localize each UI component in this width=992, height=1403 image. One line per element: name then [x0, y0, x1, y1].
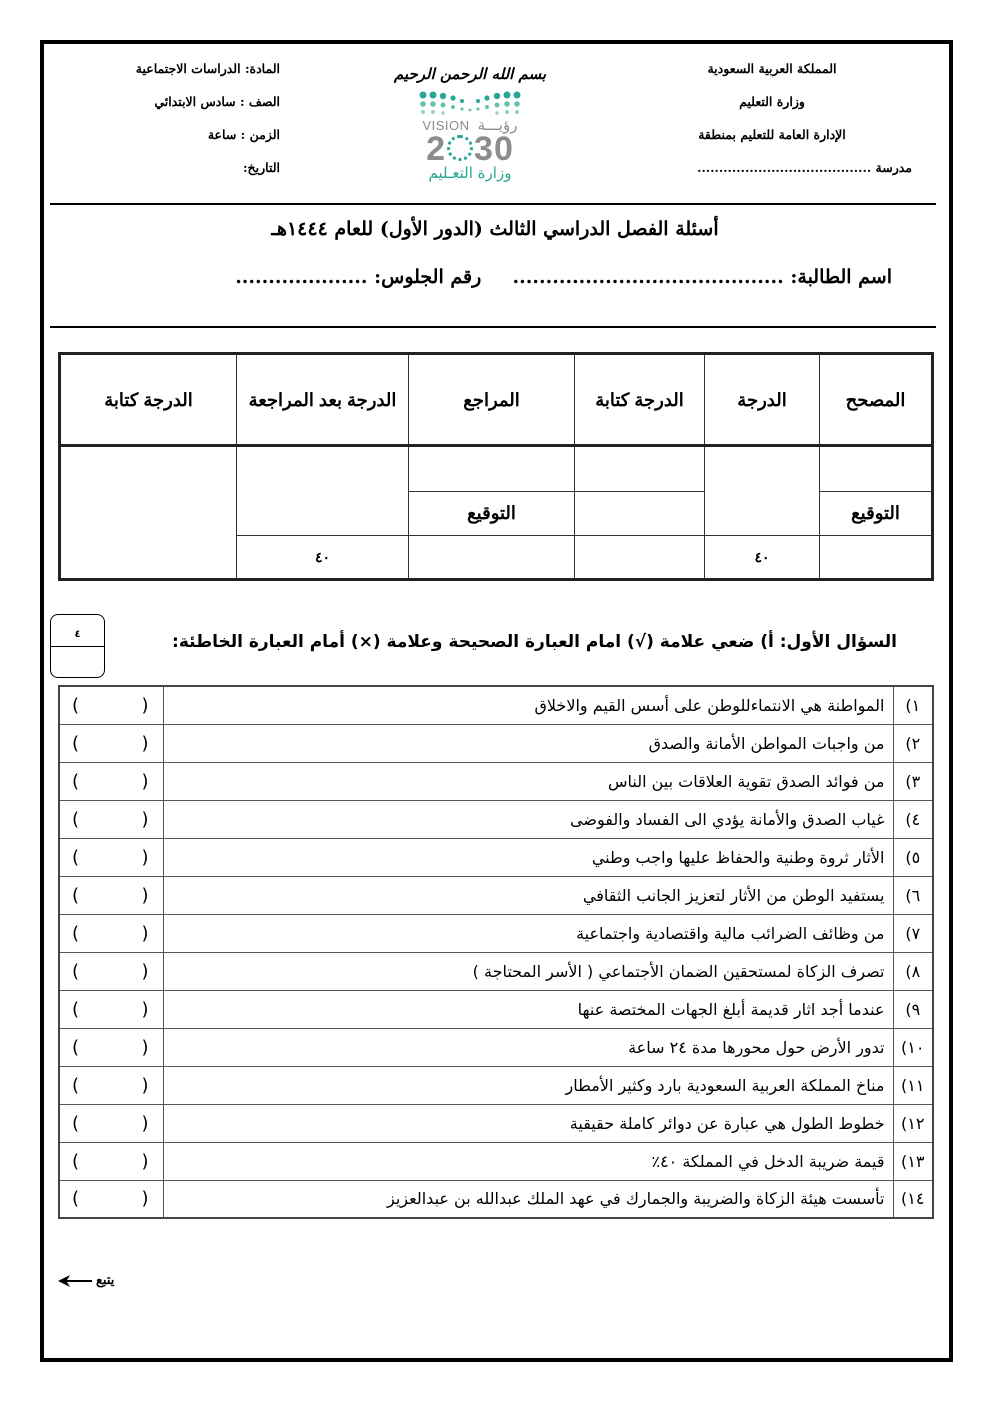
- seat-number-label: رقم الجلوس:: [374, 266, 482, 288]
- answer-open-paren: (: [72, 1150, 80, 1172]
- answer-close-paren: ): [141, 1112, 149, 1134]
- reviewer-signature-label: التوقيع: [409, 492, 575, 536]
- divider-bottom: [50, 326, 936, 328]
- item-statement: المواطنة هي الانتماءللوطن على أسس القيم والاخلاق: [163, 686, 893, 724]
- item-statement: من فوائد الصدق تقوية العلاقات بين الناس: [163, 762, 893, 800]
- item-number: ٨): [893, 952, 933, 990]
- date-field: التاريخ:: [242, 160, 280, 175]
- answer-field[interactable]: [59, 990, 163, 1028]
- answer-open-paren: (: [72, 1036, 80, 1058]
- answer-field[interactable]: [59, 686, 163, 724]
- time-field: الزمن : ساعة: [207, 127, 280, 142]
- grade-cell[interactable]: [705, 446, 820, 536]
- item-statement: من وظائف الضرائب مالية واقتصادية واجتماعية: [163, 914, 893, 952]
- item-number: ١١): [893, 1066, 933, 1104]
- table-row: [59, 1180, 933, 1218]
- item-number: ٧): [893, 914, 933, 952]
- true-false-table: [58, 685, 934, 1219]
- table-row: [59, 1028, 933, 1066]
- item-number: ١٢): [893, 1104, 933, 1142]
- student-name-field[interactable]: .........................................: [512, 266, 784, 288]
- table-row: [59, 952, 933, 990]
- exam-title: أسئلة الفصل الدراسي الثالث (الدور الأول) للعام ١٤٤٤هـ: [271, 218, 719, 240]
- answer-field[interactable]: [59, 1028, 163, 1066]
- table-row: [59, 724, 933, 762]
- basmala: بسم الله الرحمن الرحيم: [393, 65, 547, 83]
- item-number: ٣): [893, 762, 933, 800]
- item-statement: غياب الصدق والأمانة يؤدي الى الفساد والفوضى: [163, 800, 893, 838]
- answer-close-paren: ): [141, 1150, 149, 1172]
- answer-close-paren: ): [141, 922, 149, 944]
- header-reviewer: المراجع: [409, 354, 575, 446]
- answer-field[interactable]: [59, 800, 163, 838]
- table-row: [59, 762, 933, 800]
- question-score: ٤: [74, 629, 81, 640]
- header-grade-written-2: الدرجة كتابة: [60, 354, 237, 446]
- ministry-name: وزارة التعليم: [739, 94, 805, 109]
- table-row: [59, 1066, 933, 1104]
- header-grade: الدرجة: [705, 354, 820, 446]
- corrector-signature-label: التوقيع: [820, 492, 933, 536]
- answer-close-paren: ): [141, 1188, 149, 1210]
- answer-field[interactable]: [59, 838, 163, 876]
- answer-open-paren: (: [72, 770, 80, 792]
- answer-open-paren: (: [72, 998, 80, 1020]
- table-row: [59, 914, 933, 952]
- answer-field[interactable]: [59, 1066, 163, 1104]
- table-row: [59, 686, 933, 724]
- answer-field[interactable]: [59, 1180, 163, 1218]
- item-number: ٢): [893, 724, 933, 762]
- answer-close-paren: ): [141, 694, 149, 716]
- item-number: ١): [893, 686, 933, 724]
- grade-written-cell-3[interactable]: [575, 536, 705, 580]
- item-number: ٩): [893, 990, 933, 1028]
- corrector-name-cell[interactable]: [820, 446, 933, 492]
- header-grade-after-review: الدرجة بعد المراجعة: [237, 354, 409, 446]
- item-number: ١٣): [893, 1142, 933, 1180]
- item-statement: مناخ المملكة العربية السعودية بارد وكثير الأمطار: [163, 1066, 893, 1104]
- item-statement: الأثار ثروة وطنية والحفاظ عليها واجب وطني: [163, 838, 893, 876]
- answer-close-paren: ): [141, 1036, 149, 1058]
- answer-field[interactable]: [59, 1104, 163, 1142]
- table-row: [59, 1104, 933, 1142]
- reviewer-signature-cell[interactable]: [409, 536, 575, 580]
- school-label: مدرسة: [875, 160, 912, 175]
- item-number: ٥): [893, 838, 933, 876]
- item-statement: قيمة ضريبة الدخل في المملكة ٤٠٪: [163, 1142, 893, 1180]
- answer-close-paren: ): [141, 1074, 149, 1096]
- student-info-line: [235, 266, 892, 288]
- item-statement: عندما أجد اثار قديمة أبلغ الجهات المختصة عنها: [163, 990, 893, 1028]
- header-exam-info-block: [100, 52, 280, 184]
- answer-close-paren: ): [141, 884, 149, 906]
- answer-field[interactable]: [59, 952, 163, 990]
- answer-open-paren: (: [72, 884, 80, 906]
- item-statement: يستفيد الوطن من الأثار لتعزيز الجانب الثقافي: [163, 876, 893, 914]
- continue-label: يتبع: [96, 1273, 115, 1288]
- grade-written-2-cell[interactable]: [60, 446, 237, 580]
- answer-open-paren: (: [72, 1112, 80, 1134]
- item-statement: تأسست هيئة الزكاة والضريبة والجمارك في عهد الملك عبدالله بن عبدالعزيز: [163, 1180, 893, 1218]
- item-number: ١٠): [893, 1028, 933, 1066]
- answer-close-paren: ): [141, 770, 149, 792]
- header-grade-written: الدرجة كتابة: [575, 354, 705, 446]
- continue-indicator: [58, 1273, 114, 1288]
- seat-number-field[interactable]: ....................: [235, 266, 368, 288]
- table-row: [59, 990, 933, 1028]
- answer-close-paren: ): [141, 998, 149, 1020]
- vision-2030-logo: [385, 62, 555, 188]
- arrow-left-icon: [58, 1275, 92, 1287]
- table-row: [59, 876, 933, 914]
- grade-written-cell[interactable]: [575, 446, 705, 492]
- ministry-logo-text: وزارة التعـليم: [428, 164, 512, 183]
- table-row: [59, 1142, 933, 1180]
- item-statement: خطوط الطول هي عبارة عن دوائر كاملة حقيقية: [163, 1104, 893, 1142]
- question-score-box: [50, 614, 105, 678]
- table-row: [59, 800, 933, 838]
- saudi-emblem-icon: [447, 135, 473, 161]
- answer-field[interactable]: [59, 762, 163, 800]
- item-statement: تصرف الزكاة لمستحقين الضمان الأجتماعي ( الأسر المحتاجة ): [163, 952, 893, 990]
- answer-open-paren: (: [72, 1188, 80, 1210]
- total-after-review: ٤٠: [237, 536, 409, 580]
- logo-dots-icon: [415, 90, 525, 116]
- answer-open-paren: (: [72, 922, 80, 944]
- answer-open-paren: (: [72, 732, 80, 754]
- item-number: ٤): [893, 800, 933, 838]
- vision-ar: رؤيـــة: [477, 117, 518, 134]
- country-name: المملكة العربية السعودية: [707, 61, 837, 76]
- answer-field[interactable]: [59, 914, 163, 952]
- total-grade: ٤٠: [705, 536, 820, 580]
- answer-field[interactable]: [59, 724, 163, 762]
- answer-open-paren: (: [72, 960, 80, 982]
- grade-written-cell-2[interactable]: [575, 492, 705, 536]
- grading-table: [58, 352, 934, 581]
- grade-field: الصف : سادس الابتدائي: [154, 94, 280, 109]
- item-number: ١٤): [893, 1180, 933, 1218]
- answer-open-paren: (: [72, 846, 80, 868]
- school-field: [632, 151, 912, 184]
- vision-year: 2 30: [426, 130, 514, 168]
- question-1-title: السؤال الأول: أ) ضعي علامة (√) امام العبارة الصحيحة وعلامة (×) أمام العبارة الخاطئة:: [172, 632, 897, 652]
- answer-open-paren: (: [72, 1074, 80, 1096]
- answer-close-paren: ): [141, 732, 149, 754]
- grade-after-review-cell[interactable]: [237, 446, 409, 536]
- table-row: [59, 838, 933, 876]
- answer-close-paren: ): [141, 808, 149, 830]
- item-number: ٦): [893, 876, 933, 914]
- student-name-label: اسم الطالبة:: [790, 266, 892, 288]
- item-statement: من واجبات المواطن الأمانة والصدق: [163, 724, 893, 762]
- corrector-signature-cell[interactable]: [820, 536, 933, 580]
- item-statement: تدور الأرض حول محورها مدة ٢٤ ساعة: [163, 1028, 893, 1066]
- header-corrector: المصحح: [820, 354, 933, 446]
- subject-field: المادة: الدراسات الاجتماعية: [135, 61, 280, 76]
- header-institution-block: [632, 52, 912, 184]
- answer-field[interactable]: [59, 876, 163, 914]
- answer-open-paren: (: [72, 694, 80, 716]
- vision-wordmark: [385, 116, 555, 134]
- reviewer-name-cell[interactable]: [409, 446, 575, 492]
- answer-close-paren: ): [141, 846, 149, 868]
- answer-field[interactable]: [59, 1142, 163, 1180]
- answer-close-paren: ): [141, 960, 149, 982]
- divider-top: [50, 203, 936, 205]
- vision-en: VISION: [422, 118, 470, 133]
- directorate-name: الإدارة العامة للتعليم بمنطقة: [698, 127, 846, 142]
- answer-open-paren: (: [72, 808, 80, 830]
- school-value: ........................................: [697, 160, 872, 175]
